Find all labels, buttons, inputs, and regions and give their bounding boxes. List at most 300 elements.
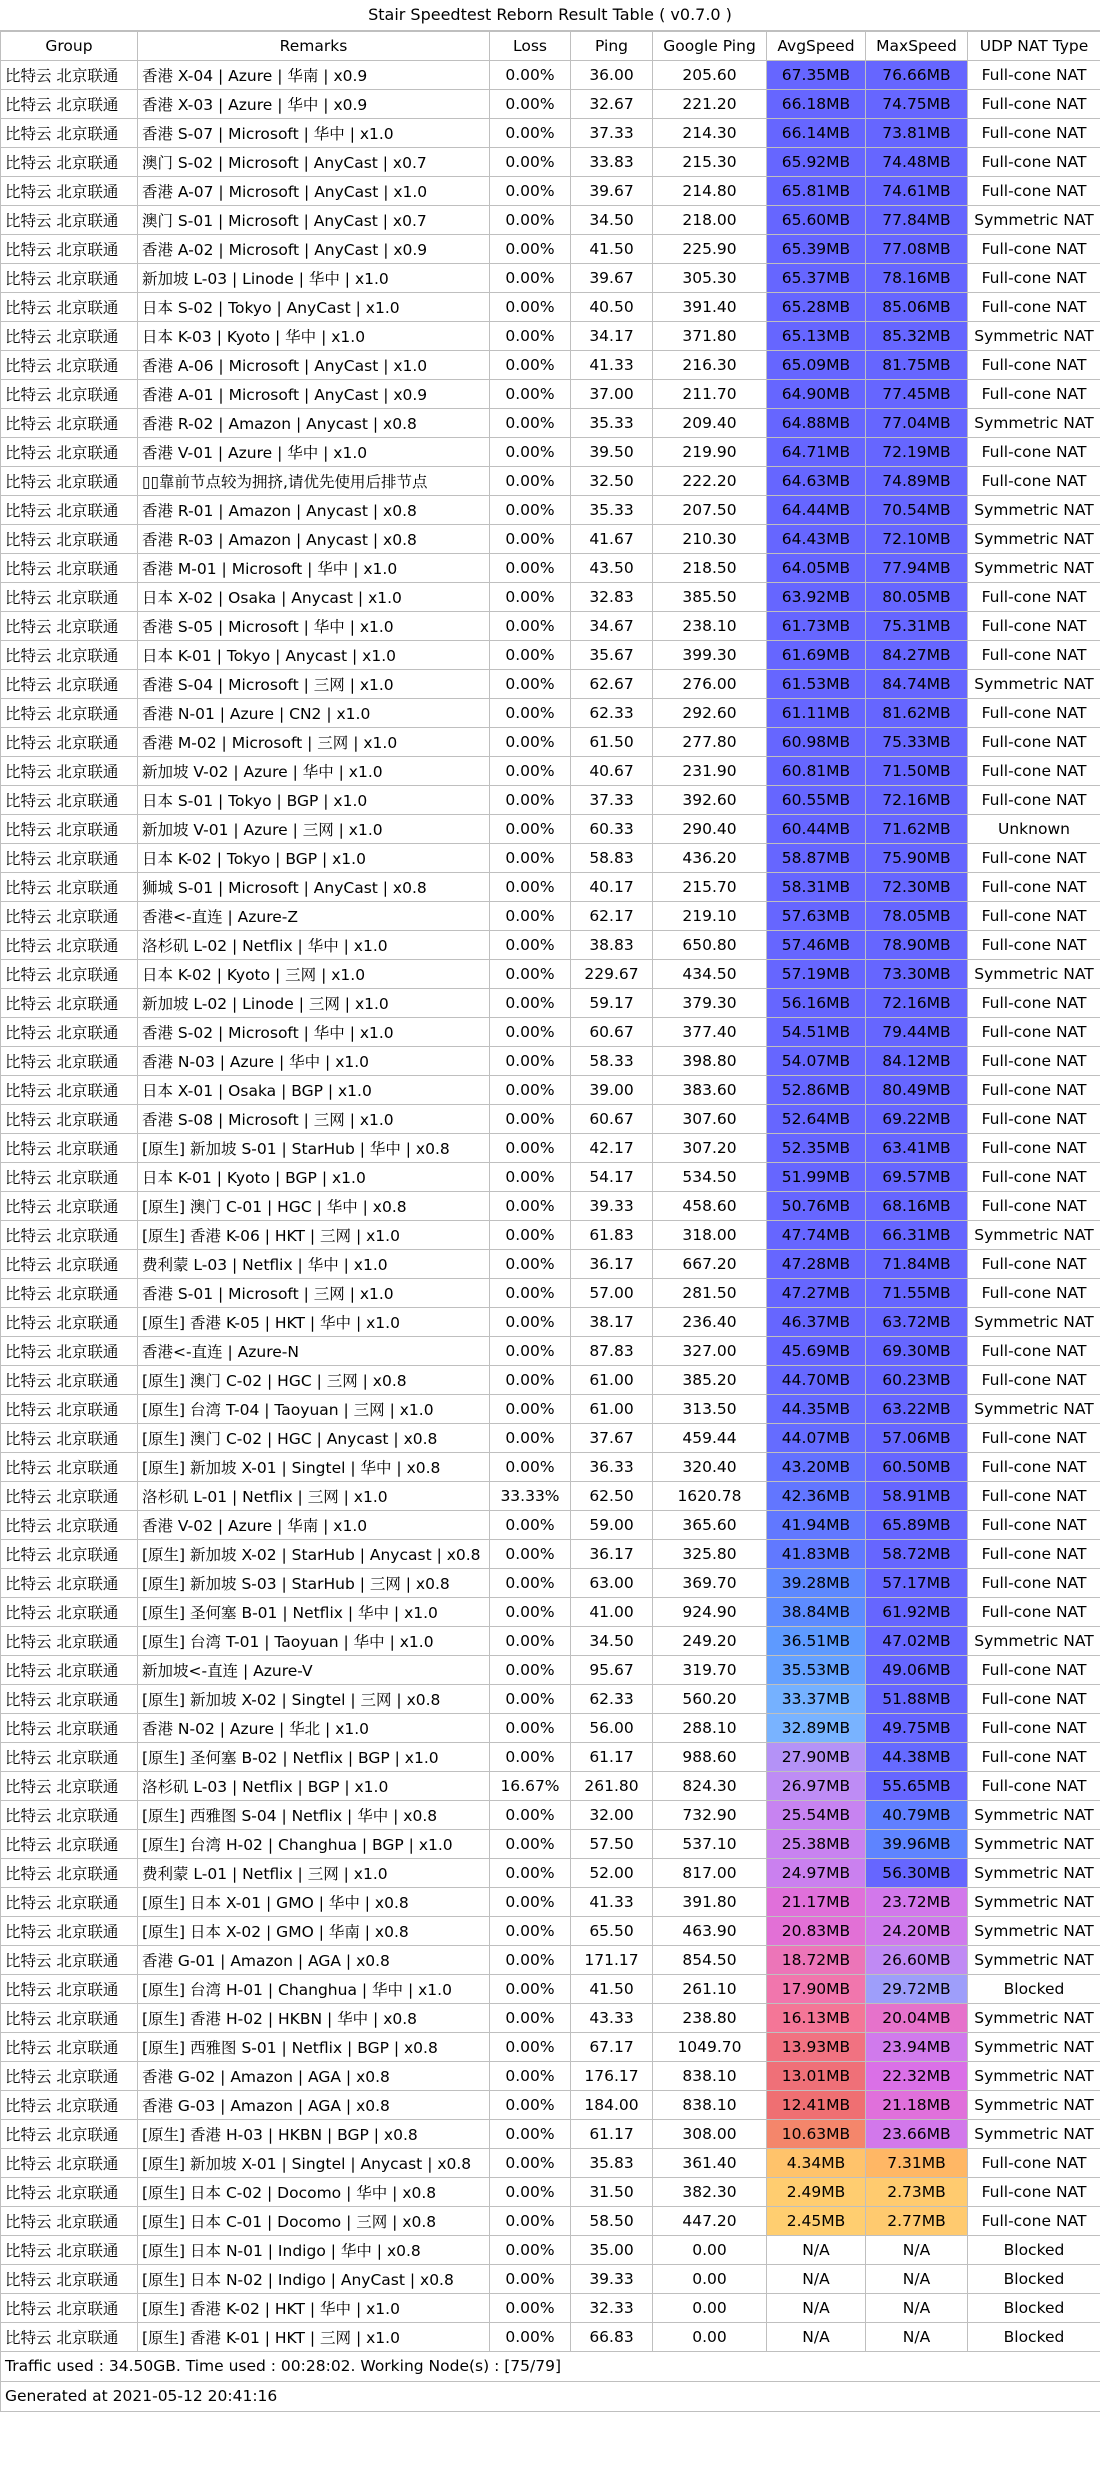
cell-udp-nat-type: Full-cone NAT [968,1018,1100,1047]
cell-loss: 0.00% [490,1685,571,1714]
cell-ping: 54.17 [571,1163,653,1192]
cell-remarks: 香港 G-03 | Amazon | AGA | x0.8 [138,2091,490,2120]
cell-google-ping: 215.70 [653,873,767,902]
table-title: Stair Speedtest Reborn Result Table ( v0.7.0 ) [0,0,1100,31]
cell-loss: 0.00% [490,438,571,467]
cell-ping: 41.67 [571,525,653,554]
cell-ping: 35.00 [571,2236,653,2265]
cell-google-ping: 365.60 [653,1511,767,1540]
cell-max-speed: 23.94MB [866,2033,968,2062]
cell-max-speed: 56.30MB [866,1859,968,1888]
cell-avg-speed: 57.63MB [767,902,866,931]
cell-group: 比特云 北京联通 [1,90,138,119]
cell-remarks: [原生] 圣何塞 B-02 | Netflix | BGP | x1.0 [138,1743,490,1772]
cell-google-ping: 222.20 [653,467,767,496]
table-row [1,641,1100,670]
cell-ping: 39.00 [571,1076,653,1105]
cell-group: 比特云 北京联通 [1,1482,138,1511]
cell-loss: 0.00% [490,989,571,1018]
cell-loss: 0.00% [490,1714,571,1743]
table-row [1,1946,1100,1975]
cell-ping: 58.83 [571,844,653,873]
cell-max-speed: 79.44MB [866,1018,968,1047]
cell-google-ping: 277.80 [653,728,767,757]
cell-loss: 0.00% [490,322,571,351]
cell-loss: 16.67% [490,1772,571,1801]
cell-max-speed: 57.17MB [866,1569,968,1598]
cell-udp-nat-type: Symmetric NAT [968,2091,1100,2120]
cell-google-ping: 305.30 [653,264,767,293]
cell-group: 比特云 北京联通 [1,2091,138,2120]
cell-avg-speed: 52.35MB [767,1134,866,1163]
cell-ping: 31.50 [571,2178,653,2207]
cell-remarks: [原生] 新加坡 S-01 | StarHub | 华中 | x0.8 [138,1134,490,1163]
cell-udp-nat-type: Symmetric NAT [968,1221,1100,1250]
cell-group: 比特云 北京联通 [1,1540,138,1569]
table-row [1,525,1100,554]
cell-max-speed: 72.30MB [866,873,968,902]
cell-avg-speed: 36.51MB [767,1627,866,1656]
cell-group: 比特云 北京联通 [1,1047,138,1076]
cell-google-ping: 318.00 [653,1221,767,1250]
cell-avg-speed: 64.90MB [767,380,866,409]
cell-udp-nat-type: Full-cone NAT [968,1511,1100,1540]
table-row [1,1163,1100,1192]
table-row [1,1598,1100,1627]
table-row [1,554,1100,583]
cell-max-speed: 69.30MB [866,1337,968,1366]
cell-max-speed: 72.10MB [866,525,968,554]
cell-avg-speed: 26.97MB [767,1772,866,1801]
cell-group: 比特云 北京联通 [1,264,138,293]
cell-udp-nat-type: Full-cone NAT [968,380,1100,409]
cell-max-speed: N/A [866,2294,968,2323]
cell-loss: 0.00% [490,670,571,699]
cell-max-speed: N/A [866,2323,968,2352]
cell-avg-speed: 10.63MB [767,2120,866,2149]
cell-udp-nat-type: Full-cone NAT [968,90,1100,119]
cell-group: 比特云 北京联通 [1,351,138,380]
cell-loss: 0.00% [490,264,571,293]
cell-group: 比特云 北京联通 [1,1975,138,2004]
cell-loss: 0.00% [490,757,571,786]
cell-max-speed: 2.73MB [866,2178,968,2207]
cell-max-speed: 58.91MB [866,1482,968,1511]
cell-google-ping: 327.00 [653,1337,767,1366]
cell-google-ping: 399.30 [653,641,767,670]
cell-google-ping: 276.00 [653,670,767,699]
cell-remarks: 香港 N-01 | Azure | CN2 | x1.0 [138,699,490,728]
cell-google-ping: 391.40 [653,293,767,322]
cell-ping: 38.17 [571,1308,653,1337]
cell-ping: 171.17 [571,1946,653,1975]
table-row [1,1685,1100,1714]
cell-group: 比特云 北京联通 [1,554,138,583]
cell-loss: 0.00% [490,1975,571,2004]
cell-avg-speed: 24.97MB [767,1859,866,1888]
cell-max-speed: 60.23MB [866,1366,968,1395]
cell-ping: 95.67 [571,1656,653,1685]
cell-max-speed: N/A [866,2236,968,2265]
cell-max-speed: 78.05MB [866,902,968,931]
cell-group: 比特云 北京联通 [1,1018,138,1047]
table-row [1,612,1100,641]
cell-udp-nat-type: Full-cone NAT [968,1163,1100,1192]
cell-group: 比特云 北京联通 [1,1714,138,1743]
cell-google-ping: 216.30 [653,351,767,380]
cell-avg-speed: 65.13MB [767,322,866,351]
cell-ping: 60.67 [571,1018,653,1047]
cell-max-speed: 2.77MB [866,2207,968,2236]
cell-max-speed: 74.48MB [866,148,968,177]
cell-group: 比特云 北京联通 [1,206,138,235]
cell-ping: 41.50 [571,1975,653,2004]
table-row [1,902,1100,931]
cell-max-speed: 74.61MB [866,177,968,206]
table-row [1,960,1100,989]
cell-remarks: [原生] 新加坡 X-01 | Singtel | Anycast | x0.8 [138,2149,490,2178]
cell-udp-nat-type: Symmetric NAT [968,322,1100,351]
table-row [1,2149,1100,2178]
cell-udp-nat-type: Full-cone NAT [968,902,1100,931]
table-row [1,2265,1100,2294]
cell-google-ping: 313.50 [653,1395,767,1424]
cell-remarks: 香港 N-02 | Azure | 华北 | x1.0 [138,1714,490,1743]
cell-udp-nat-type: Full-cone NAT [968,1569,1100,1598]
cell-max-speed: 81.75MB [866,351,968,380]
cell-group: 比特云 北京联通 [1,2033,138,2062]
table-row [1,728,1100,757]
cell-group: 比特云 北京联通 [1,1859,138,1888]
table-row [1,1714,1100,1743]
cell-group: 比特云 北京联通 [1,873,138,902]
cell-remarks: 香港 R-01 | Amazon | Anycast | x0.8 [138,496,490,525]
cell-google-ping: 325.80 [653,1540,767,1569]
cell-max-speed: 71.50MB [866,757,968,786]
cell-udp-nat-type: Full-cone NAT [968,1279,1100,1308]
cell-loss: 0.00% [490,2207,571,2236]
cell-avg-speed: 65.92MB [767,148,866,177]
cell-max-speed: 68.16MB [866,1192,968,1221]
cell-max-speed: 49.06MB [866,1656,968,1685]
cell-udp-nat-type: Symmetric NAT [968,2120,1100,2149]
cell-loss: 0.00% [490,177,571,206]
cell-loss: 0.00% [490,2062,571,2091]
cell-udp-nat-type: Blocked [968,2294,1100,2323]
cell-remarks: 洛杉矶 L-03 | Netflix | BGP | x1.0 [138,1772,490,1801]
cell-ping: 58.33 [571,1047,653,1076]
cell-max-speed: 26.60MB [866,1946,968,1975]
cell-loss: 0.00% [490,1511,571,1540]
cell-google-ping: 534.50 [653,1163,767,1192]
cell-ping: 176.17 [571,2062,653,2091]
cell-loss: 0.00% [490,2236,571,2265]
cell-loss: 0.00% [490,351,571,380]
cell-loss: 0.00% [490,2323,571,2352]
cell-avg-speed: 61.73MB [767,612,866,641]
cell-ping: 61.17 [571,1743,653,1772]
cell-group: 比特云 北京联通 [1,1308,138,1337]
cell-max-speed: 76.66MB [866,61,968,90]
cell-avg-speed: 64.44MB [767,496,866,525]
table-row [1,757,1100,786]
cell-max-speed: 78.90MB [866,931,968,960]
cell-google-ping: 308.00 [653,2120,767,2149]
cell-max-speed: 39.96MB [866,1830,968,1859]
table-row [1,1975,1100,2004]
cell-ping: 34.67 [571,612,653,641]
cell-udp-nat-type: Full-cone NAT [968,844,1100,873]
cell-remarks: [原生] 澳门 C-02 | HGC | 三网 | x0.8 [138,1366,490,1395]
cell-remarks: [原生] 台湾 H-01 | Changhua | 华中 | x1.0 [138,1975,490,2004]
cell-udp-nat-type: Full-cone NAT [968,1366,1100,1395]
cell-group: 比特云 北京联通 [1,2004,138,2033]
cell-max-speed: 77.45MB [866,380,968,409]
table-row [1,2178,1100,2207]
cell-udp-nat-type: Full-cone NAT [968,1424,1100,1453]
cell-remarks: 新加坡<-直连 | Azure-V [138,1656,490,1685]
cell-max-speed: 81.62MB [866,699,968,728]
cell-google-ping: 447.20 [653,2207,767,2236]
cell-loss: 0.00% [490,1337,571,1366]
cell-group: 比特云 北京联通 [1,1105,138,1134]
cell-remarks: [原生] 澳门 C-02 | HGC | Anycast | x0.8 [138,1424,490,1453]
cell-max-speed: 80.05MB [866,583,968,612]
table-row [1,873,1100,902]
cell-udp-nat-type: Full-cone NAT [968,1685,1100,1714]
cell-ping: 61.17 [571,2120,653,2149]
table-row [1,177,1100,206]
cell-loss: 0.00% [490,1076,571,1105]
cell-max-speed: 77.08MB [866,235,968,264]
cell-remarks: 香港 M-02 | Microsoft | 三网 | x1.0 [138,728,490,757]
table-row [1,351,1100,380]
cell-max-speed: 72.16MB [866,786,968,815]
cell-google-ping: 205.60 [653,61,767,90]
cell-udp-nat-type: Symmetric NAT [968,1395,1100,1424]
cell-avg-speed: 63.92MB [767,583,866,612]
cell-ping: 35.83 [571,2149,653,2178]
cell-group: 比特云 北京联通 [1,2149,138,2178]
cell-udp-nat-type: Full-cone NAT [968,1105,1100,1134]
cell-google-ping: 290.40 [653,815,767,844]
cell-max-speed: 63.72MB [866,1308,968,1337]
cell-avg-speed: 16.13MB [767,2004,866,2033]
cell-group: 比特云 北京联通 [1,235,138,264]
cell-ping: 35.33 [571,496,653,525]
cell-udp-nat-type: Full-cone NAT [968,1656,1100,1685]
cell-google-ping: 463.90 [653,1917,767,1946]
cell-avg-speed: 2.45MB [767,2207,866,2236]
cell-group: 比特云 北京联通 [1,757,138,786]
cell-max-speed: 57.06MB [866,1424,968,1453]
table-row [1,815,1100,844]
cell-google-ping: 391.80 [653,1888,767,1917]
cell-max-speed: 22.32MB [866,2062,968,2091]
cell-max-speed: 75.31MB [866,612,968,641]
cell-remarks: [原生] 澳门 C-01 | HGC | 华中 | x0.8 [138,1192,490,1221]
table-row [1,1569,1100,1598]
cell-remarks: 香港 X-03 | Azure | 华中 | x0.9 [138,90,490,119]
cell-google-ping: 281.50 [653,1279,767,1308]
cell-google-ping: 319.70 [653,1656,767,1685]
table-row [1,583,1100,612]
cell-google-ping: 0.00 [653,2265,767,2294]
cell-google-ping: 307.20 [653,1134,767,1163]
cell-ping: 41.00 [571,1598,653,1627]
cell-avg-speed: 13.01MB [767,2062,866,2091]
cell-remarks: [原生] 香港 K-01 | HKT | 三网 | x1.0 [138,2323,490,2352]
table-row [1,699,1100,728]
cell-max-speed: 61.92MB [866,1598,968,1627]
cell-max-speed: 24.20MB [866,1917,968,1946]
cell-loss: 0.00% [490,1308,571,1337]
cell-udp-nat-type: Full-cone NAT [968,641,1100,670]
cell-group: 比特云 北京联通 [1,496,138,525]
table-row [1,670,1100,699]
cell-group: 比特云 北京联通 [1,1830,138,1859]
cell-google-ping: 231.90 [653,757,767,786]
cell-avg-speed: 52.86MB [767,1076,866,1105]
cell-avg-speed: 57.46MB [767,931,866,960]
cell-udp-nat-type: Symmetric NAT [968,2004,1100,2033]
cell-remarks: 香港 G-02 | Amazon | AGA | x0.8 [138,2062,490,2091]
cell-ping: 35.33 [571,409,653,438]
cell-udp-nat-type: Full-cone NAT [968,757,1100,786]
cell-max-speed: 74.89MB [866,467,968,496]
cell-udp-nat-type: Full-cone NAT [968,2149,1100,2178]
table-row [1,844,1100,873]
cell-remarks: 新加坡 L-02 | Linode | 三网 | x1.0 [138,989,490,1018]
cell-group: 比特云 北京联通 [1,1337,138,1366]
table-row [1,2062,1100,2091]
cell-loss: 0.00% [490,786,571,815]
cell-google-ping: 379.30 [653,989,767,1018]
cell-avg-speed: 66.18MB [767,90,866,119]
cell-google-ping: 0.00 [653,2323,767,2352]
cell-udp-nat-type: Symmetric NAT [968,1830,1100,1859]
cell-avg-speed: 41.94MB [767,1511,866,1540]
cell-avg-speed: 50.76MB [767,1192,866,1221]
table-row [1,293,1100,322]
cell-group: 比特云 北京联通 [1,409,138,438]
table-row [1,1830,1100,1859]
cell-group: 比特云 北京联通 [1,1250,138,1279]
cell-ping: 261.80 [571,1772,653,1801]
table-row [1,148,1100,177]
cell-avg-speed: N/A [767,2294,866,2323]
cell-max-speed: 77.84MB [866,206,968,235]
cell-avg-speed: 60.81MB [767,757,866,786]
header-row [1,32,1100,61]
cell-remarks: 香港 S-02 | Microsoft | 华中 | x1.0 [138,1018,490,1047]
cell-remarks: [原生] 日本 C-02 | Docomo | 华中 | x0.8 [138,2178,490,2207]
cell-google-ping: 219.90 [653,438,767,467]
cell-max-speed: 23.72MB [866,1888,968,1917]
cell-udp-nat-type: Symmetric NAT [968,670,1100,699]
cell-remarks: [原生] 新加坡 X-01 | Singtel | 华中 | x0.8 [138,1453,490,1482]
cell-avg-speed: 60.98MB [767,728,866,757]
cell-avg-speed: 54.51MB [767,1018,866,1047]
cell-google-ping: 537.10 [653,1830,767,1859]
cell-remarks: 香港 V-02 | Azure | 华南 | x1.0 [138,1511,490,1540]
cell-avg-speed: 25.38MB [767,1830,866,1859]
header-group: Group [1,32,138,61]
cell-avg-speed: 58.87MB [767,844,866,873]
cell-google-ping: 288.10 [653,1714,767,1743]
cell-max-speed: 60.50MB [866,1453,968,1482]
cell-remarks: 香港 A-02 | Microsoft | AnyCast | x0.9 [138,235,490,264]
cell-loss: 0.00% [490,2149,571,2178]
cell-avg-speed: 64.88MB [767,409,866,438]
cell-google-ping: 371.80 [653,322,767,351]
cell-ping: 87.83 [571,1337,653,1366]
cell-avg-speed: 58.31MB [767,873,866,902]
cell-loss: 0.00% [490,728,571,757]
cell-udp-nat-type: Full-cone NAT [968,612,1100,641]
cell-remarks: [原生] 新加坡 S-03 | StarHub | 三网 | x0.8 [138,1569,490,1598]
cell-avg-speed: 52.64MB [767,1105,866,1134]
cell-avg-speed: 61.69MB [767,641,866,670]
cell-ping: 39.67 [571,264,653,293]
cell-remarks: [原生] 日本 N-02 | Indigo | AnyCast | x0.8 [138,2265,490,2294]
cell-google-ping: 369.70 [653,1569,767,1598]
table-row [1,1627,1100,1656]
cell-udp-nat-type: Full-cone NAT [968,2207,1100,2236]
cell-google-ping: 459.44 [653,1424,767,1453]
table-row [1,1424,1100,1453]
generated-time: Generated at 2021-05-12 20:41:16 [0,2382,1100,2412]
cell-max-speed: 58.72MB [866,1540,968,1569]
cell-group: 比特云 北京联通 [1,1685,138,1714]
cell-group: 比特云 北京联通 [1,1656,138,1685]
cell-max-speed: 44.38MB [866,1743,968,1772]
cell-udp-nat-type: Full-cone NAT [968,1250,1100,1279]
cell-google-ping: 924.90 [653,1598,767,1627]
cell-google-ping: 219.10 [653,902,767,931]
cell-loss: 0.00% [490,1047,571,1076]
cell-google-ping: 385.50 [653,583,767,612]
table-row [1,61,1100,90]
cell-loss: 0.00% [490,61,571,90]
cell-group: 比特云 北京联通 [1,1395,138,1424]
cell-group: 比特云 北京联通 [1,902,138,931]
cell-max-speed: 23.66MB [866,2120,968,2149]
cell-udp-nat-type: Full-cone NAT [968,148,1100,177]
cell-avg-speed: N/A [767,2265,866,2294]
cell-ping: 37.33 [571,119,653,148]
cell-avg-speed: 64.05MB [767,554,866,583]
cell-avg-speed: 64.71MB [767,438,866,467]
cell-loss: 0.00% [490,1221,571,1250]
cell-loss: 0.00% [490,2033,571,2062]
cell-loss: 0.00% [490,293,571,322]
cell-loss: 0.00% [490,206,571,235]
cell-remarks: 澳门 S-01 | Microsoft | AnyCast | x0.7 [138,206,490,235]
cell-avg-speed: 18.72MB [767,1946,866,1975]
table-row [1,1888,1100,1917]
cell-loss: 0.00% [490,1569,571,1598]
cell-google-ping: 218.50 [653,554,767,583]
cell-remarks: 日本 K-03 | Kyoto | 华中 | x1.0 [138,322,490,351]
cell-ping: 43.33 [571,2004,653,2033]
cell-avg-speed: N/A [767,2323,866,2352]
cell-loss: 0.00% [490,380,571,409]
cell-ping: 66.83 [571,2323,653,2352]
cell-group: 比特云 北京联通 [1,1743,138,1772]
cell-loss: 0.00% [490,2120,571,2149]
cell-ping: 67.17 [571,2033,653,2062]
